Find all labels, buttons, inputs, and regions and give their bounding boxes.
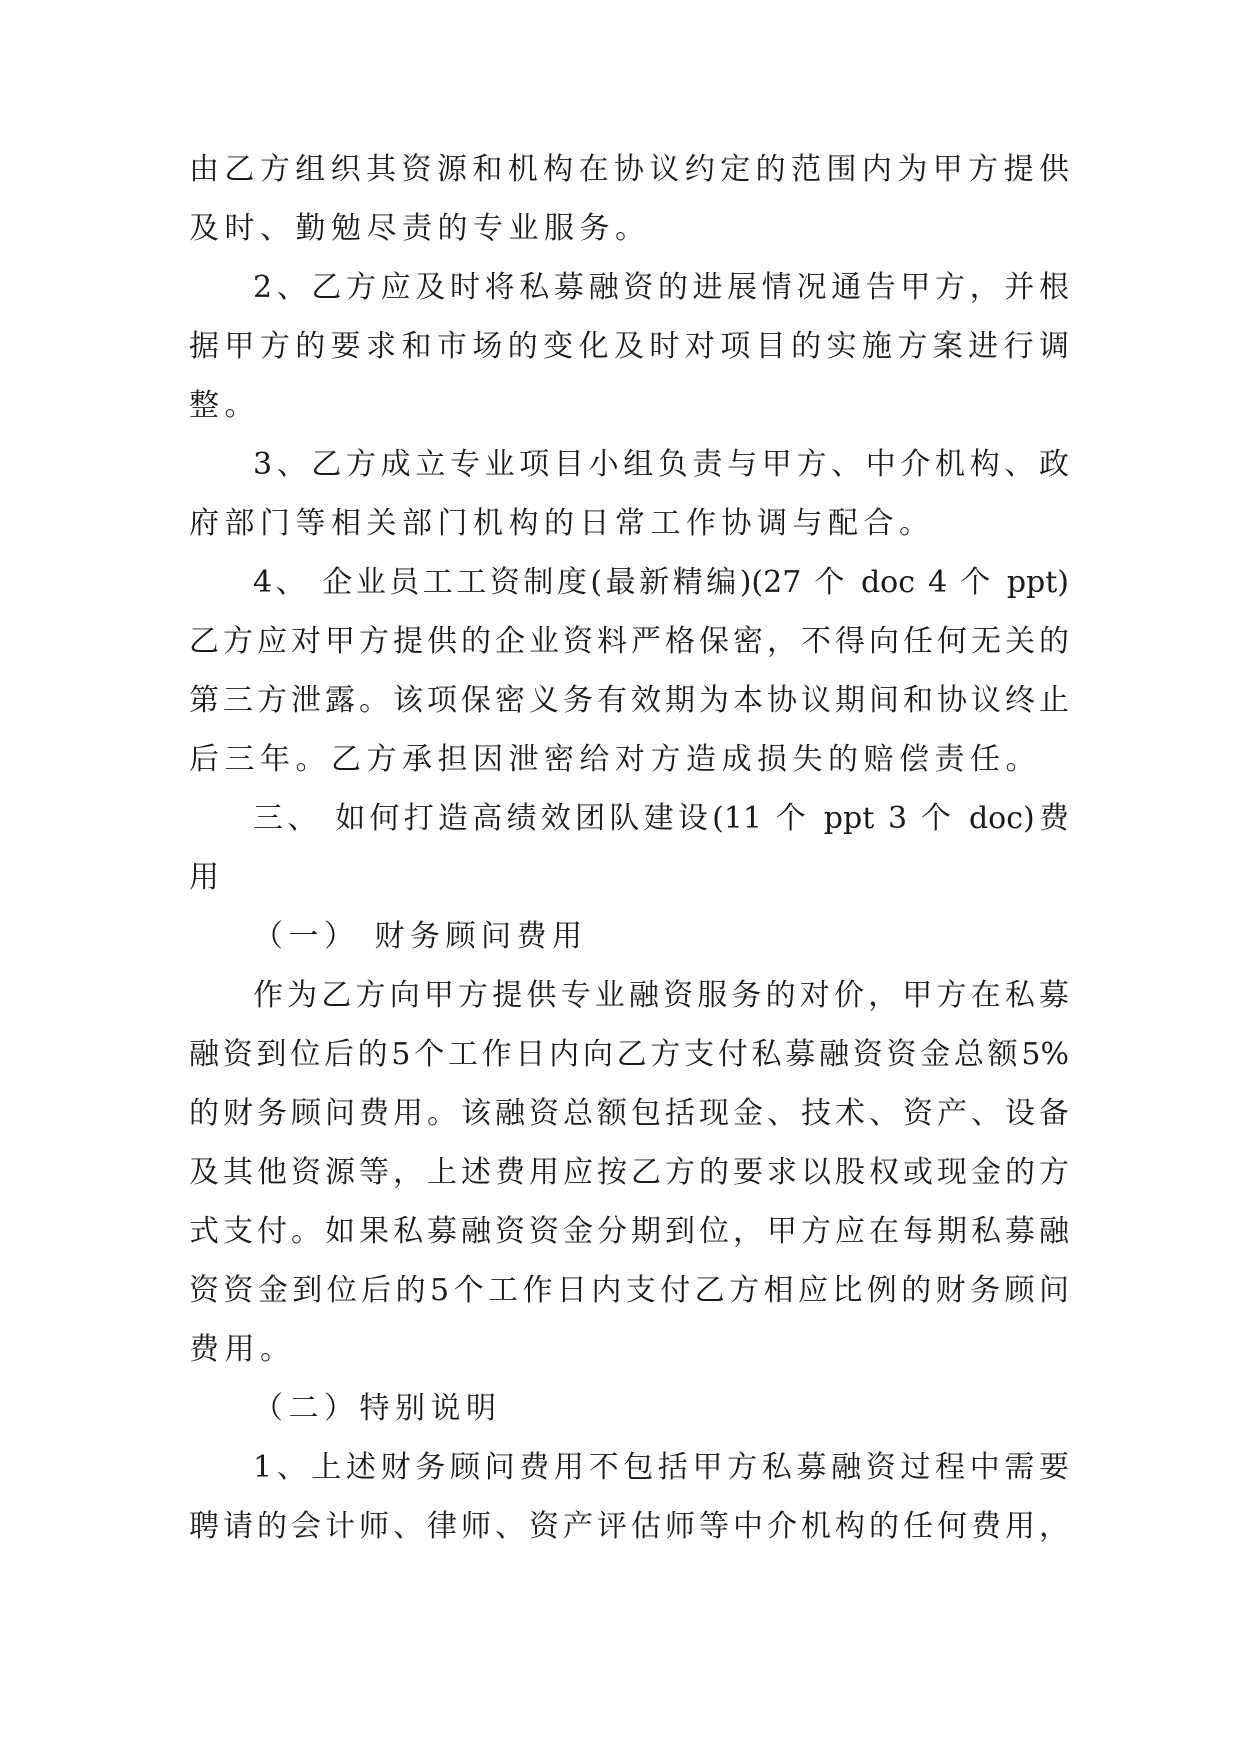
subsection-heading: （一） 财务顾问费用 xyxy=(253,919,588,954)
subsection-heading: （二）特别说明 xyxy=(253,1391,502,1426)
paragraph-line: 及时、勤勉尽责的专业服务。 xyxy=(189,211,651,246)
paragraph-line: 第三方泄露。该项保密义务有效期为本协议期间和协议终止 xyxy=(189,683,1069,718)
paragraph-line: 府部门等相关部门机构的日常工作协调与配合。 xyxy=(189,506,935,541)
paragraph-line: 2、乙方应及时将私募融资的进展情况通告甲方，并根 xyxy=(253,270,1069,305)
section-heading-continued: 用 xyxy=(189,860,225,895)
paragraph-line: 由乙方组织其资源和机构在协议约定的范围内为甲方提供 xyxy=(189,152,1069,187)
paragraph-line: 的财务顾问费用。该融资总额包括现金、技术、资产、设备 xyxy=(189,1096,1069,1131)
paragraph-line: 3、乙方成立专业项目小组负责与甲方、中介机构、政 xyxy=(253,447,1069,482)
section-heading: 三、 如何打造高绩效团队建设(11 个 ppt 3 个 doc)费 xyxy=(253,801,1069,836)
paragraph-line: 作为乙方向甲方提供专业融资服务的对价，甲方在私募 xyxy=(253,978,1069,1013)
paragraph-line: 据甲方的要求和市场的变化及时对项目的实施方案进行调 xyxy=(189,329,1069,364)
paragraph-line: 后三年。乙方承担因泄密给对方造成损失的赔偿责任。 xyxy=(189,742,1041,777)
paragraph-line: 4、 企业员工工资制度(最新精编)(27 个 doc 4 个 ppt) xyxy=(253,565,1069,600)
paragraph-line: 聘请的会计师、律师、资产评估师等中介机构的任何费用， xyxy=(189,1509,1069,1544)
paragraph-line: 整。 xyxy=(189,388,260,423)
paragraph-line: 乙方应对甲方提供的企业资料严格保密，不得向任何无关的 xyxy=(189,624,1069,659)
paragraph-line: 及其他资源等，上述费用应按乙方的要求以股权或现金的方 xyxy=(189,1155,1069,1190)
paragraph-line: 资资金到位后的5个工作日内支付乙方相应比例的财务顾问 xyxy=(189,1273,1069,1308)
paragraph-line: 融资到位后的5个工作日内向乙方支付私募融资资金总额5% xyxy=(189,1037,1069,1072)
paragraph-line: 式支付。如果私募融资资金分期到位，甲方应在每期私募融 xyxy=(189,1214,1069,1249)
paragraph-line: 费用。 xyxy=(189,1332,296,1367)
paragraph-line: 1、上述财务顾问费用不包括甲方私募融资过程中需要 xyxy=(253,1450,1069,1485)
